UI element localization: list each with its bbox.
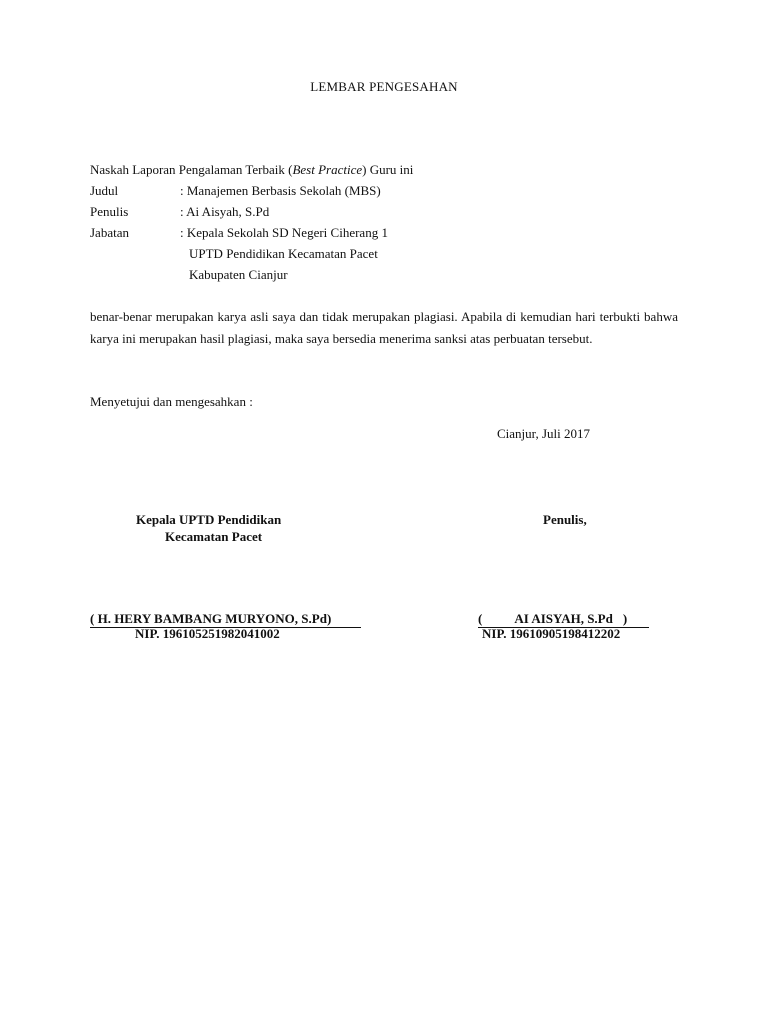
right-signatory-title: Penulis, [543,512,587,527]
jabatan-value: : Kepala Sekolah SD Negeri Ciherang 1 [180,225,388,240]
right-name-open: ( [478,611,483,626]
intro-suffix: ) Guru ini [362,162,414,177]
place-date: Cianjur, Juli 2017 [497,426,591,441]
intro-italic: Best Practice [292,162,363,177]
left-signatory-name: ( H. HERY BAMBANG MURYONO, S.Pd) [90,611,332,626]
intro-prefix: Naskah Laporan Pengalaman Terbaik ( [90,162,293,177]
jabatan-label: Jabatan [90,225,129,240]
right-signatory-nip: NIP. 19610905198412202 [482,626,621,641]
left-signatory-nip: NIP. 196105251982041002 [135,626,280,641]
judul-value: : Manajemen Berbasis Sekolah (MBS) [180,183,381,198]
penulis-label: Penulis [90,204,129,219]
intro-line [90,162,413,178]
right-name-close: ) [622,611,628,626]
judul-label: Judul [90,183,119,198]
right-signatory-name [478,611,627,627]
statement-paragraph: benar-benar merupakan karya asli saya dan tidak merupakan plagiasi. Apabila di kemudian hari terbukti bahwa karya ini merupakan hasil plagiasi, maka saya bersedia menerima sanksi atas perbuatan tersebut. [90,309,678,346]
right-name-text: AI AISYAH, S.Pd [514,611,613,626]
penulis-value: : Ai Aisyah, S.Pd [180,204,270,219]
jabatan-line3: Kabupaten Cianjur [189,267,288,282]
left-signatory-subtitle: Kecamatan Pacet [165,529,263,544]
approval-text: Menyetujui dan mengesahkan : [90,394,253,409]
page-title: LEMBAR PENGESAHAN [310,79,458,94]
jabatan-line2: UPTD Pendidikan Kecamatan Pacet [189,246,378,261]
left-signatory-title: Kepala UPTD Pendidikan [136,512,282,527]
